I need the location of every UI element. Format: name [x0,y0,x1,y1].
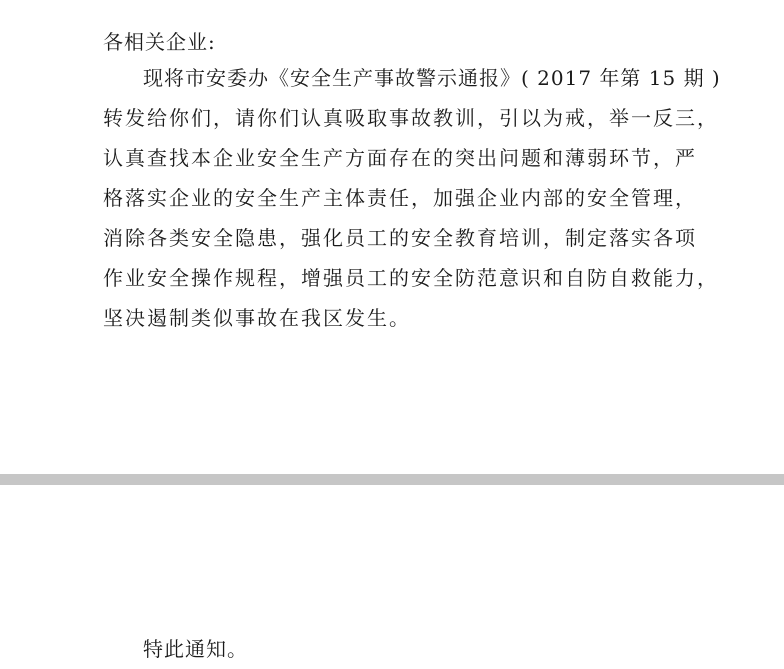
page-separator [0,474,784,485]
paragraph-line-2: 转发给你们，请你们认真吸取事故教训，引以为戒，举一反三， [103,106,719,130]
salutation: 各相关企业: [103,30,216,54]
paragraph-line-4: 格落实企业的安全生产主体责任，加强企业内部的安全管理， [103,186,697,210]
paragraph-line-3: 认真查找本企业安全生产方面存在的突出问题和薄弱环节，严 [103,146,697,170]
paragraph-line-1: 现将市安委办《安全生产事故警示通报》( 2017 年第 15 期 ) [143,66,721,90]
closing-text: 特此通知。 [143,637,248,661]
paragraph-line-6: 作业安全操作规程，增强员工的安全防范意识和自防自救能力， [103,266,719,290]
document-page-2 [0,485,784,669]
paragraph-line-7: 坚决遏制类似事故在我区发生。 [103,306,411,330]
paragraph-line-5: 消除各类安全隐患，强化员工的安全教育培训，制定落实各项 [103,226,697,250]
